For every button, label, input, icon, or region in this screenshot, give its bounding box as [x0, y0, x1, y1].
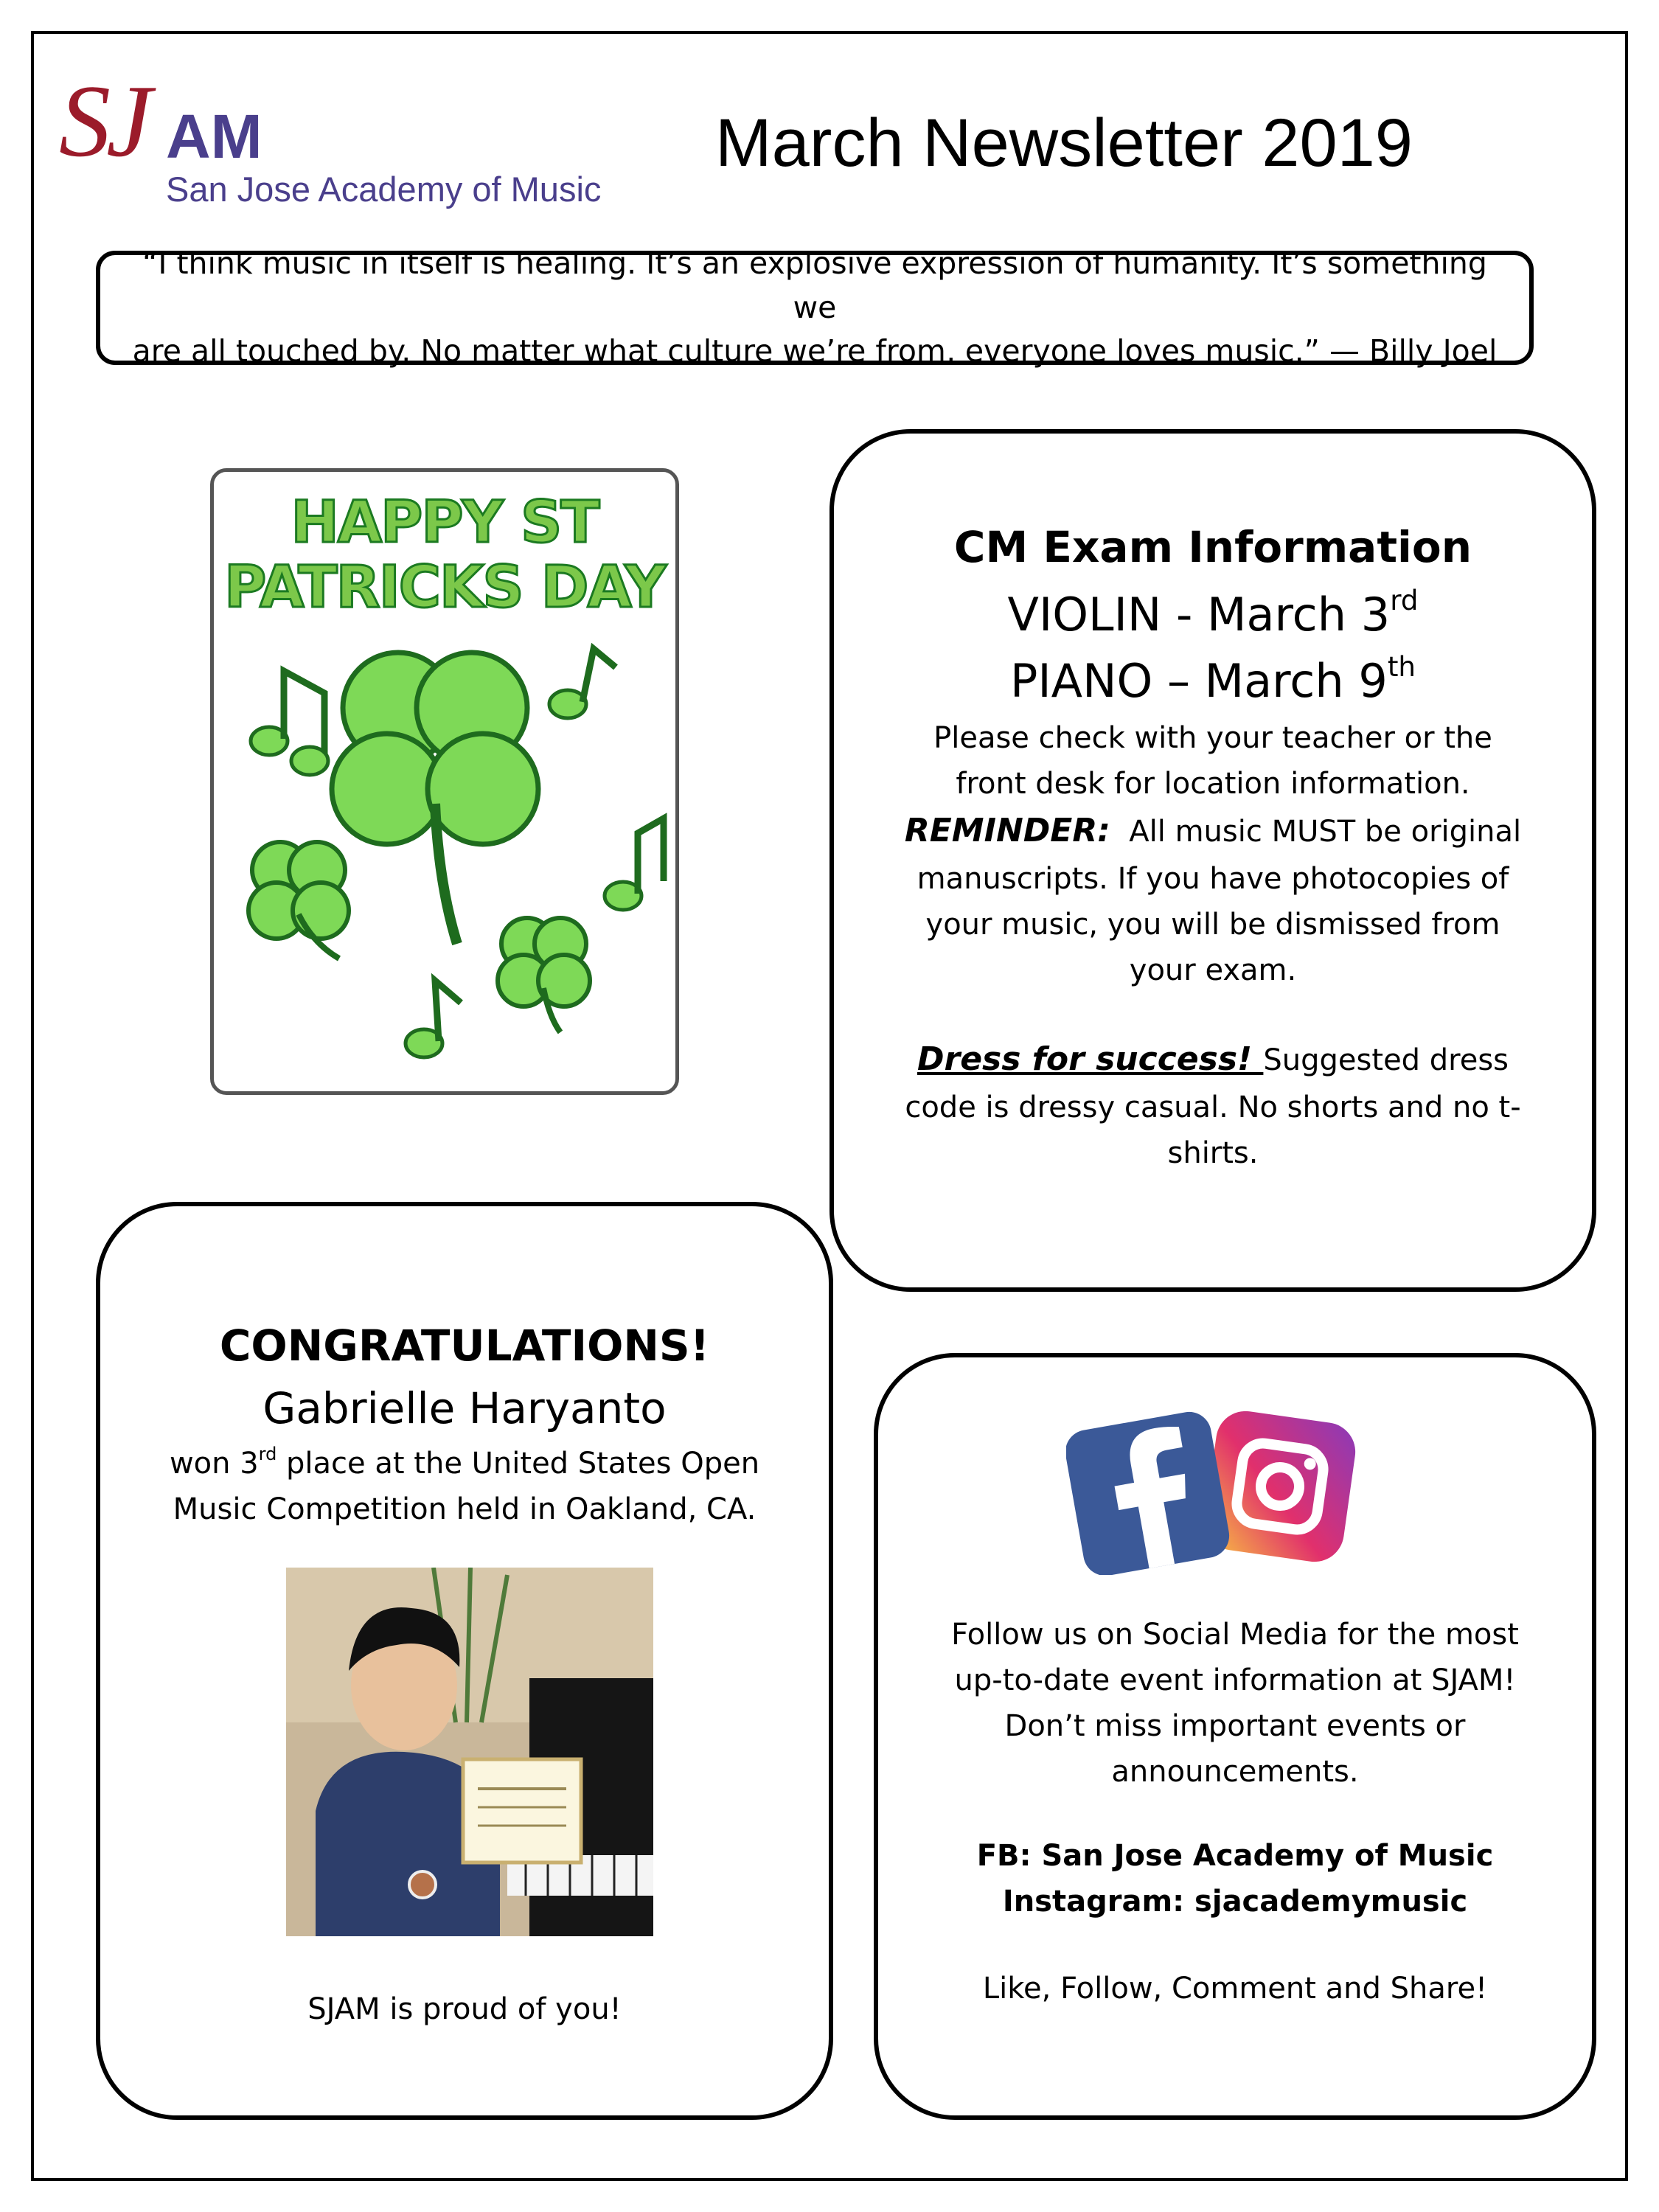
winner-photo: [286, 1568, 653, 1936]
proud-message: SJAM is proud of you!: [307, 1992, 622, 2026]
piano-exam-date: PIANO – March 9th: [1010, 650, 1416, 708]
logo-am: AM: [166, 102, 262, 171]
facebook-icon[interactable]: [1066, 1408, 1233, 1575]
st-patricks-line-1: HAPPY ST: [291, 490, 599, 556]
quote-line-2: are all touched by. No matter what culture we’re from, everyone loves music.” — Billy Joel: [132, 333, 1498, 369]
social-media-panel: [874, 1353, 1596, 2120]
dress-label: Dress for success!: [917, 1040, 1264, 1078]
cm-exam-heading: CM Exam Information: [953, 522, 1472, 572]
location-note: Please check with your teacher or the front desk for location information.: [933, 721, 1492, 801]
page-title: March Newsletter 2019: [715, 105, 1413, 181]
winner-name: Gabrielle Haryanto: [262, 1383, 667, 1433]
social-follow-text: Follow us on Social Media for the most up-to-date event information at SJAM! Don’t miss important events or announcements.: [951, 1618, 1519, 1789]
quote-text: [122, 242, 1507, 373]
st-patricks-line-2: PATRICKS DAY: [224, 554, 665, 621]
social-cta: Like, Follow, Comment and Share!: [982, 1972, 1488, 2006]
social-icons: [1066, 1405, 1361, 1575]
cm-exam-panel: [830, 429, 1596, 1292]
congratulations-heading: CONGRATULATIONS!: [219, 1321, 710, 1371]
logo-subtitle: San Jose Academy of Music: [166, 170, 602, 209]
st-patricks-card: [210, 468, 679, 1095]
congratulations-panel: [96, 1202, 833, 2120]
quote-line-1: “I think music in itself is healing. It’s an explosive expression of humanity. It’s something we: [142, 246, 1487, 325]
reminder-label: REMINDER:: [904, 812, 1110, 849]
sjam-logo: [59, 64, 664, 210]
facebook-handle[interactable]: FB: San Jose Academy of Music: [976, 1839, 1494, 1873]
dress-code-note: Dress for success! Suggested dress code is dressy casual. No shorts and no t- shirts.: [905, 1040, 1521, 1171]
social-handles: [878, 1833, 1592, 1924]
reminder-note: REMINDER: All music MUST be original manuscripts. If you have photocopies of your music, you will be dismissed from your exam.: [904, 812, 1522, 988]
competition-note: won 3rd place at the United States Open Music Competition held in Oakland, CA.: [169, 1444, 760, 1526]
violin-exam-date: VIOLIN - March 3rd: [1007, 584, 1419, 641]
quote-box: [96, 246, 1534, 369]
instagram-handle[interactable]: Instagram: sjacademymusic: [1002, 1885, 1468, 1919]
logo-mark: SJ: [59, 64, 148, 178]
